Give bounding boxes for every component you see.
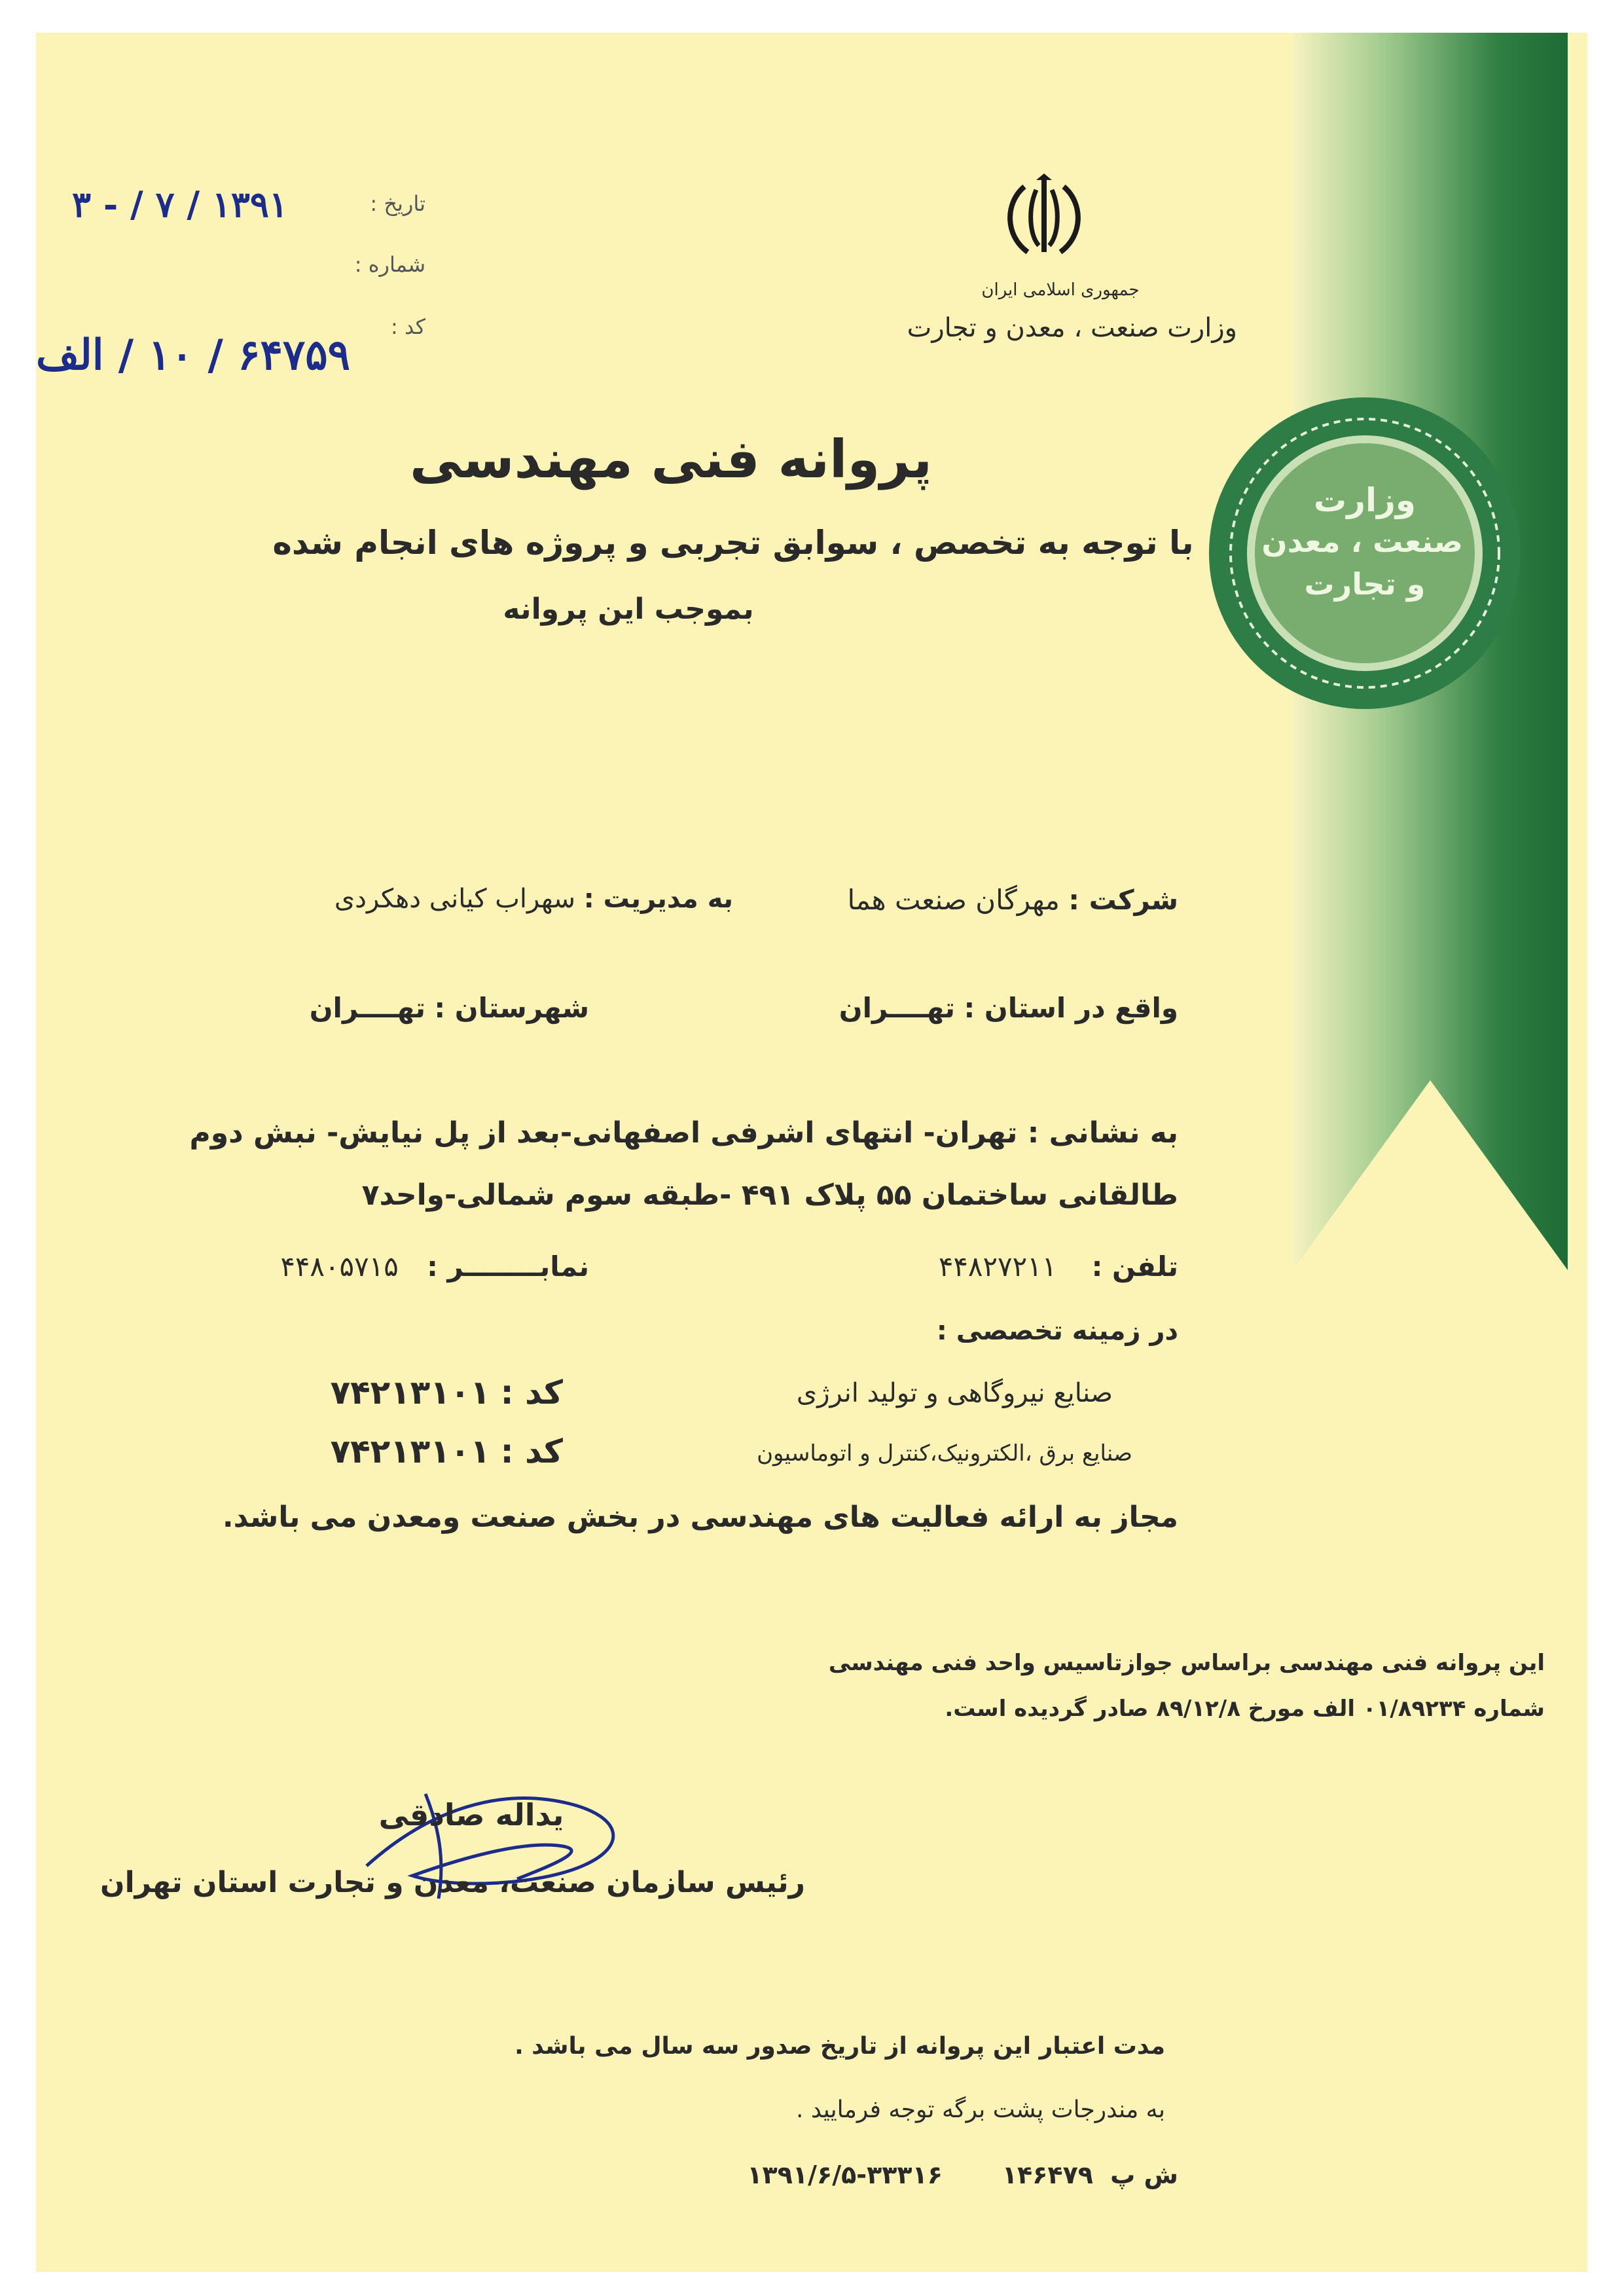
- province-label: واقع در استان :: [964, 992, 1178, 1024]
- specialty-label: در زمینه تخصصی :: [936, 1316, 1178, 1346]
- phone-label: تلفن :: [1091, 1250, 1178, 1283]
- iran-emblem-icon: [998, 173, 1090, 265]
- address-label: به نشانی :: [1027, 1116, 1178, 1150]
- phone-value: ۴۴۸۲۷۲۱۱: [938, 1250, 1057, 1283]
- serial-number: ۱۴۶۴۷۹: [1001, 2160, 1093, 2189]
- title-sub-1: با توجه به تخصص ، سوابق تجربی و پروژه های انجام شده: [272, 524, 1194, 562]
- code-value: ۶۴۷۵۹ / ۱۰ / الف: [35, 331, 350, 380]
- serial-prefix: ش پ: [1110, 2160, 1178, 2189]
- specialty-code-label-2: کد :: [500, 1432, 563, 1470]
- permission-text: مجاز به ارائه فعالیت های مهندسی در بخش صنعت ومعدن می باشد.: [222, 1501, 1178, 1534]
- basis-line-1: این پروانه فنی مهندسی براساس جوازتاسیس واحد فنی مهندسی: [828, 1650, 1545, 1676]
- ministry-name: وزارت صنعت ، معدن و تجارت: [907, 313, 1237, 343]
- company-value: مهرگان صنعت هما: [847, 884, 1060, 916]
- manager-value: سهراب کیانی دهکردی: [334, 884, 576, 914]
- address-value-1: تهران- انتهای اشرفی اصفهانی-بعد از پل نیایش- نبش دوم: [189, 1116, 1018, 1150]
- company-label: شرکت :: [1068, 884, 1178, 916]
- seal-line-3: و تجارت: [1304, 566, 1426, 602]
- page-title: پروانه فنی مهندسی: [409, 429, 932, 490]
- date-value: ۱۳۹۱ / ۷ / - ۳: [72, 183, 288, 225]
- validity-text: مدت اعتبار این پروانه از تاریخ صدور سه سال می باشد .: [514, 2033, 1165, 2060]
- number-label: شماره :: [354, 252, 425, 277]
- province-value: تهــــران: [839, 992, 956, 1024]
- phone-row: [884, 1250, 1178, 1283]
- fax-row: [275, 1250, 589, 1283]
- signatory-name: یداله صادقی: [378, 1797, 564, 1832]
- city-label: شهرستان :: [434, 992, 589, 1024]
- serial-code: ۱۳۹۱/۶/۵-۳۳۳۱۶: [747, 2160, 943, 2189]
- manager-label: به مدیریت :: [583, 884, 733, 914]
- specialty-code-2: ۷۴۲۱۳۱۰۱: [330, 1432, 490, 1470]
- company-row: [753, 884, 1178, 916]
- code-label: کد :: [391, 314, 425, 339]
- specialty-code-label-1: کد :: [500, 1374, 563, 1412]
- city-value: تهــــران: [309, 992, 425, 1024]
- specialty-code-1: ۷۴۲۱۳۱۰۱: [330, 1374, 490, 1412]
- specialty-code-row-2: [301, 1432, 563, 1470]
- back-note: به مندرجات پشت برگه توجه فرمایید .: [795, 2096, 1165, 2123]
- seal-line-1: وزارت: [1313, 481, 1416, 519]
- address-line-2: طالقانی ساختمان ۵۵ پلاک ۴۹۱ -طبقه سوم شمالی-واحد۷: [361, 1178, 1178, 1212]
- specialty-code-row-1: [301, 1374, 563, 1412]
- title-sub-2: بموجب این پروانه: [503, 592, 754, 626]
- province-row: [753, 992, 1178, 1024]
- address-line-1: [189, 1116, 1178, 1150]
- city-row: [295, 992, 589, 1024]
- date-label: تاریخ :: [370, 191, 425, 216]
- specialty-item-2: صنایع برق ،الکترونیک،کنترل و اتوماسیون: [757, 1440, 1132, 1467]
- specialty-item-1: صنایع نیروگاهی و تولید انرژی: [796, 1378, 1113, 1408]
- basis-line-2: شماره ۰۱/۸۹۲۳۴ الف مورخ ۸۹/۱۲/۸ صادر گردیده است.: [945, 1696, 1545, 1722]
- fax-label: نمابــــــــر :: [427, 1250, 589, 1283]
- republic-label: جمهوری اسلامی ایران: [981, 280, 1140, 300]
- signatory-title: رئیس سازمان صنعت، معدن و تجارت استان تهران: [100, 1866, 805, 1899]
- fax-value: ۴۴۸۰۵۷۱۵: [280, 1250, 399, 1283]
- seal-line-2: صنعت ، معدن: [1261, 524, 1463, 559]
- manager-row: [262, 884, 733, 914]
